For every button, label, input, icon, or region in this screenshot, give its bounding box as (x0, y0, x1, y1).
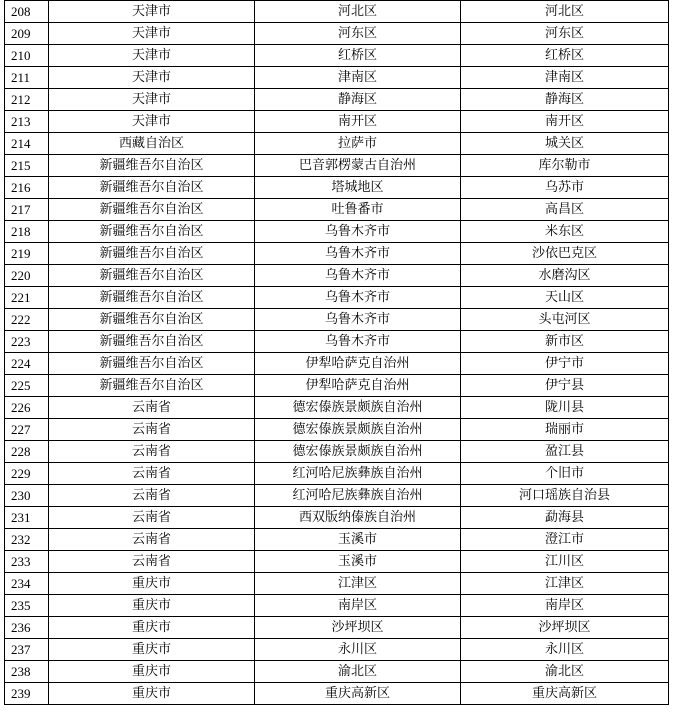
province-cell: 天津市 (49, 1, 255, 23)
district-cell: 水磨沟区 (461, 265, 669, 287)
city-cell: 乌鲁木齐市 (255, 287, 461, 309)
table-row (5, 331, 669, 353)
province-cell: 重庆市 (49, 661, 255, 683)
province-cell: 天津市 (49, 23, 255, 45)
city-cell: 红河哈尼族彝族自治州 (255, 485, 461, 507)
district-cell: 渝北区 (461, 661, 669, 683)
city-cell: 河东区 (255, 23, 461, 45)
city-cell: 乌鲁木齐市 (255, 309, 461, 331)
province-cell: 天津市 (49, 89, 255, 111)
row-number-cell: 231 (5, 507, 49, 529)
province-cell: 新疆维吾尔自治区 (49, 265, 255, 287)
district-cell: 津南区 (461, 67, 669, 89)
province-cell: 新疆维吾尔自治区 (49, 243, 255, 265)
table-row (5, 507, 669, 529)
district-cell: 城关区 (461, 133, 669, 155)
district-cell: 澄江市 (461, 529, 669, 551)
district-cell: 沙依巴克区 (461, 243, 669, 265)
city-cell: 南岸区 (255, 595, 461, 617)
city-cell: 乌鲁木齐市 (255, 265, 461, 287)
district-cell: 河口瑶族自治县 (461, 485, 669, 507)
table-row (5, 287, 669, 309)
district-cell: 重庆高新区 (461, 683, 669, 705)
table-row (5, 529, 669, 551)
city-cell: 玉溪市 (255, 529, 461, 551)
city-cell: 南开区 (255, 111, 461, 133)
table-row (5, 419, 669, 441)
city-cell: 塔城地区 (255, 177, 461, 199)
city-cell: 乌鲁木齐市 (255, 243, 461, 265)
district-cell: 永川区 (461, 639, 669, 661)
row-number-cell: 230 (5, 485, 49, 507)
row-number-cell: 208 (5, 1, 49, 23)
table-row (5, 485, 669, 507)
city-cell: 乌鲁木齐市 (255, 221, 461, 243)
row-number-cell: 229 (5, 463, 49, 485)
row-number-cell: 238 (5, 661, 49, 683)
province-cell: 重庆市 (49, 595, 255, 617)
province-cell: 天津市 (49, 67, 255, 89)
table-row (5, 375, 669, 397)
table-row (5, 595, 669, 617)
province-cell: 新疆维吾尔自治区 (49, 221, 255, 243)
row-number-cell: 212 (5, 89, 49, 111)
city-cell: 乌鲁木齐市 (255, 331, 461, 353)
province-cell: 新疆维吾尔自治区 (49, 155, 255, 177)
row-number-cell: 211 (5, 67, 49, 89)
province-cell: 云南省 (49, 507, 255, 529)
district-cell: 江川区 (461, 551, 669, 573)
district-cell: 江津区 (461, 573, 669, 595)
district-cell: 天山区 (461, 287, 669, 309)
row-number-cell: 221 (5, 287, 49, 309)
province-cell: 重庆市 (49, 639, 255, 661)
city-cell: 河北区 (255, 1, 461, 23)
district-cell: 伊宁县 (461, 375, 669, 397)
district-cell: 头屯河区 (461, 309, 669, 331)
table-row (5, 111, 669, 133)
district-cell: 高昌区 (461, 199, 669, 221)
province-cell: 天津市 (49, 45, 255, 67)
city-cell: 德宏傣族景颇族自治州 (255, 441, 461, 463)
province-cell: 新疆维吾尔自治区 (49, 177, 255, 199)
city-cell: 静海区 (255, 89, 461, 111)
province-cell: 新疆维吾尔自治区 (49, 309, 255, 331)
city-cell: 渝北区 (255, 661, 461, 683)
row-number-cell: 227 (5, 419, 49, 441)
district-cell: 陇川县 (461, 397, 669, 419)
city-cell: 重庆高新区 (255, 683, 461, 705)
city-cell: 玉溪市 (255, 551, 461, 573)
table-row (5, 133, 669, 155)
district-cell: 米东区 (461, 221, 669, 243)
table-row (5, 265, 669, 287)
table-row (5, 243, 669, 265)
row-number-cell: 220 (5, 265, 49, 287)
row-number-cell: 237 (5, 639, 49, 661)
province-cell: 云南省 (49, 463, 255, 485)
district-cell: 伊宁市 (461, 353, 669, 375)
city-cell: 吐鲁番市 (255, 199, 461, 221)
city-cell: 德宏傣族景颇族自治州 (255, 397, 461, 419)
province-cell: 新疆维吾尔自治区 (49, 331, 255, 353)
district-cell: 新市区 (461, 331, 669, 353)
row-number-cell: 218 (5, 221, 49, 243)
row-number-cell: 214 (5, 133, 49, 155)
city-cell: 伊犁哈萨克自治州 (255, 375, 461, 397)
table-row (5, 661, 669, 683)
province-cell: 云南省 (49, 529, 255, 551)
table-row (5, 23, 669, 45)
table-row (5, 155, 669, 177)
row-number-cell: 215 (5, 155, 49, 177)
district-cell: 南开区 (461, 111, 669, 133)
table-row (5, 221, 669, 243)
city-cell: 永川区 (255, 639, 461, 661)
city-cell: 拉萨市 (255, 133, 461, 155)
province-cell: 新疆维吾尔自治区 (49, 353, 255, 375)
table-row (5, 177, 669, 199)
city-cell: 西双版纳傣族自治州 (255, 507, 461, 529)
province-cell: 新疆维吾尔自治区 (49, 375, 255, 397)
province-cell: 云南省 (49, 551, 255, 573)
table-row (5, 45, 669, 67)
row-number-cell: 210 (5, 45, 49, 67)
row-number-cell: 213 (5, 111, 49, 133)
row-number-cell: 225 (5, 375, 49, 397)
district-cell: 盈江县 (461, 441, 669, 463)
row-number-cell: 219 (5, 243, 49, 265)
row-number-cell: 234 (5, 573, 49, 595)
city-cell: 德宏傣族景颇族自治州 (255, 419, 461, 441)
city-cell: 沙坪坝区 (255, 617, 461, 639)
row-number-cell: 224 (5, 353, 49, 375)
table-row (5, 353, 669, 375)
city-cell: 江津区 (255, 573, 461, 595)
province-cell: 重庆市 (49, 617, 255, 639)
table-body (5, 1, 669, 705)
district-cell: 库尔勒市 (461, 155, 669, 177)
district-cell: 个旧市 (461, 463, 669, 485)
row-number-cell: 217 (5, 199, 49, 221)
table-row (5, 89, 669, 111)
province-cell: 重庆市 (49, 683, 255, 705)
district-cell: 红桥区 (461, 45, 669, 67)
city-cell: 红河哈尼族彝族自治州 (255, 463, 461, 485)
district-cell: 河东区 (461, 23, 669, 45)
table-row (5, 573, 669, 595)
province-cell: 云南省 (49, 485, 255, 507)
city-cell: 津南区 (255, 67, 461, 89)
row-number-cell: 223 (5, 331, 49, 353)
row-number-cell: 222 (5, 309, 49, 331)
district-cell: 瑞丽市 (461, 419, 669, 441)
city-cell: 伊犁哈萨克自治州 (255, 353, 461, 375)
row-number-cell: 236 (5, 617, 49, 639)
district-cell: 南岸区 (461, 595, 669, 617)
table-row (5, 617, 669, 639)
table-row (5, 551, 669, 573)
province-cell: 云南省 (49, 397, 255, 419)
table-row (5, 67, 669, 89)
city-cell: 红桥区 (255, 45, 461, 67)
row-number-cell: 226 (5, 397, 49, 419)
row-number-cell: 209 (5, 23, 49, 45)
table-row (5, 397, 669, 419)
province-cell: 云南省 (49, 441, 255, 463)
province-cell: 西藏自治区 (49, 133, 255, 155)
city-cell: 巴音郭楞蒙古自治州 (255, 155, 461, 177)
table-row (5, 463, 669, 485)
district-cell: 乌苏市 (461, 177, 669, 199)
province-cell: 重庆市 (49, 573, 255, 595)
table-row (5, 1, 669, 23)
province-cell: 新疆维吾尔自治区 (49, 287, 255, 309)
row-number-cell: 228 (5, 441, 49, 463)
province-cell: 新疆维吾尔自治区 (49, 199, 255, 221)
table-row (5, 199, 669, 221)
table-row (5, 683, 669, 705)
table-row (5, 639, 669, 661)
row-number-cell: 216 (5, 177, 49, 199)
province-cell: 云南省 (49, 419, 255, 441)
row-number-cell: 235 (5, 595, 49, 617)
district-cell: 静海区 (461, 89, 669, 111)
table-row (5, 441, 669, 463)
district-cell: 河北区 (461, 1, 669, 23)
district-cell: 沙坪坝区 (461, 617, 669, 639)
district-cell: 勐海县 (461, 507, 669, 529)
table-row (5, 309, 669, 331)
row-number-cell: 232 (5, 529, 49, 551)
region-table (4, 0, 669, 705)
row-number-cell: 233 (5, 551, 49, 573)
province-cell: 天津市 (49, 111, 255, 133)
row-number-cell: 239 (5, 683, 49, 705)
